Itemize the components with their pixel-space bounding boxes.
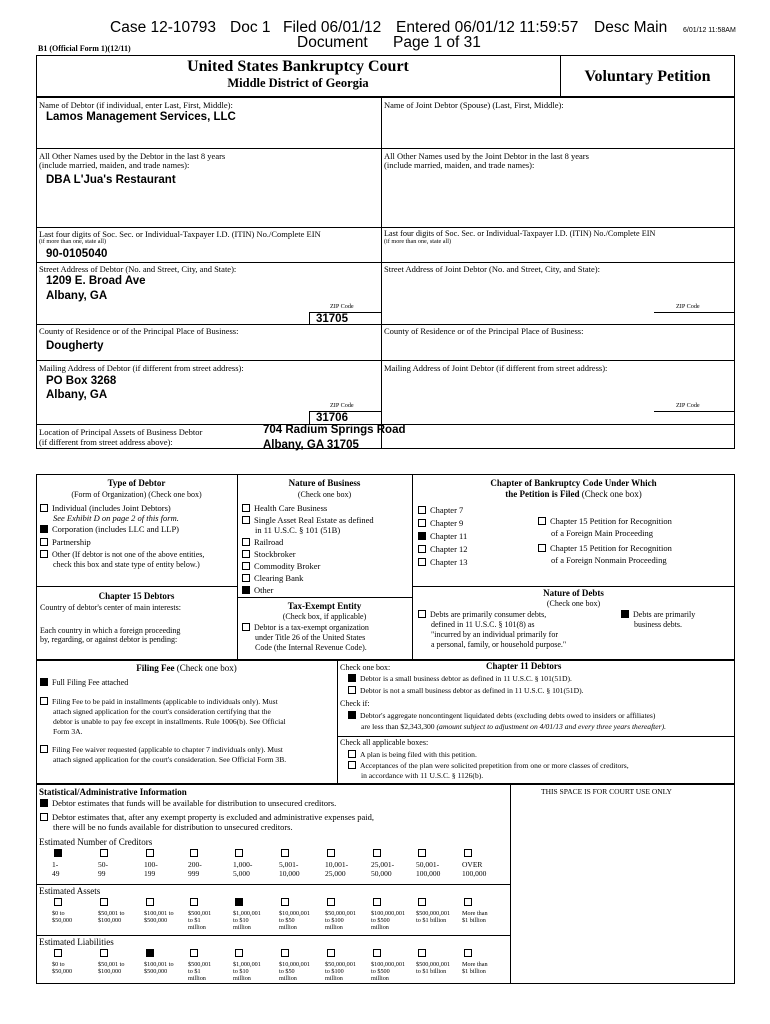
individual-label: Individual (includes Joint Debtors) (52, 503, 171, 513)
assets-range-checkbox[interactable] (327, 898, 335, 906)
small-business-checkbox[interactable] (348, 674, 356, 682)
creditors-range-label: 50,000 (371, 868, 392, 878)
chapter9-label: Chapter 9 (430, 518, 464, 528)
chapter15-nonmain-label: Chapter 15 Petition for Recognition (550, 543, 672, 553)
county-label: County of Residence or of the Principal Place of Business: (39, 326, 239, 336)
chapter9-checkbox[interactable] (418, 519, 426, 527)
funds-available-label: Debtor estimates that funds will be available for distribution to unsecured creditors. (52, 798, 337, 808)
creditors-range-label: 100- (144, 860, 158, 869)
mailing-address-label: Mailing Address of Debtor (if different from street address): (39, 363, 244, 373)
liabilities-range-label: $500,000 (144, 968, 168, 975)
debtor-zip[interactable]: 31705 (316, 313, 348, 325)
plan-filed-checkbox[interactable] (348, 750, 356, 758)
creditors-range-label: 1- (52, 860, 59, 869)
chapter15-title: Chapter 15 Debtors (98, 591, 175, 601)
acceptances-checkbox[interactable] (348, 761, 356, 769)
tax-exempt-title: Tax-Exempt Entity (287, 601, 362, 611)
assets-range-label: to $500 (371, 917, 390, 924)
assets-range-2 (98, 898, 144, 924)
tax-exempt-subtitle: (Check box, if applicable) (282, 612, 367, 621)
business-debts-checkbox[interactable] (621, 610, 629, 618)
not-small-business-checkbox[interactable] (348, 686, 356, 694)
location-label: Location of Principal Assets of Business Debtor (39, 427, 203, 437)
assets-range-label: to $50 (279, 917, 295, 924)
street-address-line2[interactable]: Albany, GA (46, 290, 108, 302)
creditors-range-checkbox[interactable] (54, 849, 62, 857)
no-funds-line1: Debtor estimates that, after any exempt property is excluded and administrative expenses paid, (52, 812, 374, 822)
liabilities-range-8 (371, 949, 417, 982)
joint-mailing-address-label: Mailing Address of Joint Debtor (if different from street address): (384, 363, 608, 373)
other-names-label-note: (include married, maiden, and trade names): (39, 160, 190, 170)
page-count: Page 1 of 31 (393, 34, 481, 51)
liabilities-range-9 (416, 949, 462, 975)
individual-checkbox[interactable] (40, 504, 48, 512)
acceptances-line1: Acceptances of the plan were solicited prepetition from one or more classes of creditors, (360, 761, 629, 770)
assets-label: Estimated Assets (39, 886, 101, 896)
ch11-check-one-label: Check one box: (340, 663, 391, 672)
liabilities-range-label: to $1 (188, 968, 201, 975)
court-title: United States Bankruptcy Court (187, 58, 409, 75)
assets-range-8 (371, 898, 417, 931)
doc-number: Doc 1 (230, 19, 271, 36)
installments-line1: Filing Fee to be paid in installments (applicable to individuals only). Must (52, 697, 278, 706)
tax-exempt-checkbox[interactable] (242, 623, 250, 631)
creditors-range-label: 50,001- (416, 860, 440, 869)
street-address-line1[interactable]: 1209 E. Broad Ave (46, 275, 146, 287)
liabilities-range-checkbox[interactable] (464, 949, 472, 957)
assets-range-5 (233, 898, 279, 931)
assets-range-label: million (279, 924, 297, 931)
railroad-label: Railroad (254, 537, 284, 547)
debtor-other-names[interactable]: DBA L'Jua's Restaurant (46, 174, 176, 186)
liabilities-range-checkbox[interactable] (100, 949, 108, 957)
liabilities-range-label: to $500 (371, 968, 390, 975)
creditors-range-label: 199 (144, 868, 156, 878)
liabilities-range-label: $100,000 (98, 968, 122, 975)
liabilities-range-label: million (188, 975, 206, 982)
liabilities-range-label: $50,001 to (98, 961, 125, 968)
creditors-range-label: 50- (98, 860, 108, 869)
single-asset-label: Single Asset Real Estate as defined (254, 515, 374, 525)
installments-line4: Form 3A. (53, 727, 83, 736)
full-fee-label: Full Filing Fee attached (52, 678, 129, 687)
partnership-checkbox[interactable] (40, 538, 48, 546)
petition-type: Voluntary Petition (584, 68, 711, 85)
assets-range-label: $0 to (52, 910, 65, 917)
assets-range-1 (52, 898, 98, 924)
clearing-bank-label: Clearing Bank (254, 573, 304, 583)
liabilities-range-10 (462, 949, 508, 975)
chapter15-each-country-label: Each country in which a foreign proceeding (40, 626, 181, 635)
creditors-range-3 (144, 849, 190, 878)
creditors-range-checkbox[interactable] (327, 849, 335, 857)
assets-range-checkbox[interactable] (418, 898, 426, 906)
other-entity-note: check this box and state type of entity below.) (53, 560, 200, 569)
assets-range-label: $500,001 (188, 910, 212, 917)
liabilities-range-checkbox[interactable] (418, 949, 426, 957)
assets-range-checkbox[interactable] (235, 898, 243, 906)
chapter15-country-label: Country of debtor's center of main interests: (40, 603, 181, 612)
creditors-range-label: 5,001- (279, 860, 299, 869)
liabilities-range-label: $100,000,001 (371, 961, 406, 968)
liabilities-range-checkbox[interactable] (327, 949, 335, 957)
creditors-range-checkbox[interactable] (464, 849, 472, 857)
creditors-range-label: 1,000- (233, 860, 253, 869)
ch11-check-all-label: Check all applicable boxes: (340, 738, 429, 747)
joint-zip-label: ZIP Code (676, 303, 700, 310)
creditors-range-9 (416, 849, 462, 878)
joint-mailing-zip-label: ZIP Code (676, 402, 700, 409)
railroad-checkbox[interactable] (242, 538, 250, 546)
liabilities-range-7 (325, 949, 371, 982)
assets-range-label: $100,001 to (144, 910, 174, 917)
assets-range-label: to $10 (233, 917, 249, 924)
assets-range-label: million (188, 924, 206, 931)
assets-range-label: to $1 (188, 917, 201, 924)
commodity-broker-checkbox[interactable] (242, 562, 250, 570)
chapter-title-2: the Petition is Filed (505, 489, 580, 499)
liabilities-range-label: $0 to (52, 961, 65, 968)
case-number: Case 12-10793 (110, 19, 216, 36)
single-asset-note: in 11 U.S.C. § 101 (51B) (255, 525, 341, 535)
assets-range-label: to $100 (325, 917, 344, 924)
court-district: Middle District of Georgia (227, 76, 369, 90)
chapter15-main-checkbox[interactable] (538, 517, 546, 525)
liabilities-range-label: to $10 (233, 968, 249, 975)
document-label: Document (297, 34, 368, 51)
aggregate-debts-line2: are less than $2,343,300 (361, 722, 435, 731)
assets-range-label: $100,000 (98, 917, 122, 924)
liabilities-range-label: $500,001 (188, 961, 212, 968)
liabilities-range-1 (52, 949, 98, 975)
assets-range-checkbox[interactable] (281, 898, 289, 906)
other-business-label: Other (254, 585, 274, 595)
not-small-business-label: Debtor is not a small business debtor as defined in 11 U.S.C. § 101(51D). (360, 686, 584, 695)
debtor-ein[interactable]: 90-0105040 (46, 248, 108, 260)
chapter11-checkbox[interactable] (418, 532, 426, 540)
assets-range-label: to $1 billion (416, 917, 447, 924)
commodity-broker-label: Commodity Broker (254, 561, 321, 571)
creditors-range-1 (52, 849, 98, 878)
liabilities-range-label: million (279, 975, 297, 982)
creditors-range-2 (98, 849, 144, 878)
other-business-checkbox[interactable] (242, 586, 250, 594)
assets-range-9 (416, 898, 462, 924)
creditors-range-label: 5,000 (233, 868, 250, 878)
joint-ein-label: Last four digits of Soc. Sec. or Individual-Taxpayer I.D. (ITIN) No./Complete EIN (384, 229, 656, 238)
creditors-range-8 (371, 849, 417, 878)
street-address-label: Street Address of Debtor (No. and Street, City, and State): (39, 264, 237, 274)
creditors-range-label: 99 (98, 868, 106, 878)
assets-range-6 (279, 898, 325, 931)
liabilities-range-checkbox[interactable] (146, 949, 154, 957)
liabilities-range-checkbox[interactable] (373, 949, 381, 957)
liabilities-range-label: $500,000,001 (416, 961, 451, 968)
installments-line2: attach signed application for the court's consideration certifying that the (53, 707, 271, 716)
acceptances-line2: in accordance with 11 U.S.C. § 1126(b). (361, 771, 484, 780)
aggregate-debts-checkbox[interactable] (348, 711, 356, 719)
joint-ein-note: (if more than one, state all) (384, 238, 452, 245)
small-business-label: Debtor is a small business debtor as defined in 11 U.S.C. § 101(51D). (360, 674, 572, 683)
filed-date: Filed 06/01/12 (283, 19, 382, 36)
joint-debtor-name-label: Name of Joint Debtor (Spouse) (Last, First, Middle): (384, 100, 564, 110)
liabilities-range-label: million (371, 975, 389, 982)
creditors-range-5 (233, 849, 279, 878)
chapter11-debtors-title: Chapter 11 Debtors (486, 661, 562, 671)
chapter15-nonmain-note: of a Foreign Nonmain Proceeding (551, 555, 667, 565)
ein-label: Last four digits of Soc. Sec. or Individual-Taxpayer I.D. (ITIN) No./Complete EIN (39, 229, 321, 239)
liabilities-range-6 (279, 949, 325, 982)
mailing-zip[interactable]: 31706 (316, 412, 348, 424)
assets-range-10 (462, 898, 508, 924)
ein-note: (if more than one, state all) (39, 238, 107, 245)
creditors-range-label: 10,000 (279, 868, 300, 878)
liabilities-label: Estimated Liabilities (39, 937, 114, 947)
fee-waiver-line1: Filing Fee waiver requested (applicable to chapter 7 individuals only). Must (52, 745, 283, 754)
filing-fee-title-note: (Check one box) (176, 663, 237, 673)
consumer-debts-line4: a personal, family, or household purpose." (431, 640, 567, 649)
other-names-label: All Other Names used by the Debtor in the last 8 years (39, 151, 226, 161)
type-of-debtor-subtitle: (Form of Organization) (Check one box) (71, 490, 202, 499)
creditors-range-label: 25,001- (371, 860, 395, 869)
assets-range-7 (325, 898, 371, 931)
nature-of-debts-title: Nature of Debts (543, 588, 604, 598)
joint-street-address-label: Street Address of Joint Debtor (No. and Street, City, and State): (384, 264, 600, 274)
clearing-bank-checkbox[interactable] (242, 574, 250, 582)
liabilities-range-label: $1,000,001 (233, 961, 261, 968)
consumer-debts-line3: "incurred by an individual primarily for (431, 630, 559, 639)
creditors-range-6 (279, 849, 325, 878)
creditors-range-checkbox[interactable] (373, 849, 381, 857)
liabilities-range-4 (188, 949, 234, 982)
nature-of-debts-subtitle: (Check one box) (546, 599, 601, 608)
chapter-title: Chapter of Bankruptcy Code Under Which (490, 478, 657, 488)
stockbroker-checkbox[interactable] (242, 550, 250, 558)
chapter11-label: Chapter 11 (430, 531, 468, 541)
chapter-title-3: (Check one box) (581, 489, 642, 499)
liabilities-range-label: $10,000,001 (279, 961, 310, 968)
tax-exempt-line2: under Title 26 of the United States (255, 633, 366, 642)
print-timestamp: 6/01/12 11:58AM (683, 27, 736, 34)
liabilities-range-label: $100,001 to (144, 961, 174, 968)
liabilities-range-label: million (325, 975, 343, 982)
debtor-name-label: Name of Debtor (if individual, enter Last, First, Middle): (39, 100, 233, 110)
tax-exempt-line1: Debtor is a tax-exempt organization (254, 623, 369, 632)
liabilities-range-checkbox[interactable] (54, 949, 62, 957)
assets-range-checkbox[interactable] (190, 898, 198, 906)
assets-range-label: $100,000,001 (371, 910, 406, 917)
nature-of-business-subtitle: (Check one box) (297, 490, 352, 499)
ch11-check-if-label: Check if: (340, 699, 370, 708)
installments-checkbox[interactable] (40, 697, 48, 705)
location-line2[interactable]: Albany, GA 31705 (263, 439, 359, 451)
individual-note: See Exhibit D on page 2 of this form. (53, 513, 179, 523)
no-funds-checkbox[interactable] (40, 813, 48, 821)
liabilities-range-label: More than (462, 961, 488, 968)
liabilities-range-label: to $50 (279, 968, 295, 975)
full-fee-checkbox[interactable] (40, 678, 48, 686)
other-entity-checkbox[interactable] (40, 550, 48, 558)
funds-available-checkbox[interactable] (40, 799, 48, 807)
aggregate-debts-line1: Debtor's aggregate noncontingent liquidated debts (excluding debts owed to insiders or affiliates) (360, 711, 656, 720)
consumer-debts-line1: Debts are primarily consumer debts, (430, 610, 547, 619)
liabilities-range-checkbox[interactable] (235, 949, 243, 957)
nature-of-business-title: Nature of Business (288, 478, 361, 488)
corporation-checkbox[interactable] (40, 525, 48, 533)
creditors-range-4 (188, 849, 234, 878)
corporation-label: Corporation (includes LLC and LLP) (52, 524, 180, 534)
creditors-range-checkbox[interactable] (281, 849, 289, 857)
liabilities-range-2 (98, 949, 144, 975)
liabilities-range-label: to $100 (325, 968, 344, 975)
single-asset-checkbox[interactable] (242, 516, 250, 524)
chapter13-label: Chapter 13 (430, 557, 468, 567)
installments-line3: debtor is unable to pay fee except in installments. Rule 1006(b). See Official (53, 717, 286, 726)
aggregate-debts-line3: (amount subject to adjustment on 4/01/13 and every three years thereafter). (436, 722, 667, 731)
mailing-address-line1[interactable]: PO Box 3268 (46, 375, 117, 387)
creditors-range-checkbox[interactable] (235, 849, 243, 857)
assets-range-label: $1 billion (462, 917, 486, 924)
liabilities-range-3 (144, 949, 190, 975)
assets-range-label: $50,001 to (98, 910, 125, 917)
assets-range-3 (144, 898, 190, 924)
location-label-note: (if different from street address above): (39, 437, 173, 447)
mailing-address-line2[interactable]: Albany, GA (46, 389, 108, 401)
chapter7-label: Chapter 7 (430, 505, 464, 515)
assets-range-label: $50,000 (52, 917, 73, 924)
joint-county-label: County of Residence or of the Principal Place of Business: (384, 326, 584, 336)
filing-fee-title: Filing Fee (136, 663, 175, 673)
chapter15-each-country-note: by, regarding, or against debtor is pending: (40, 635, 178, 644)
assets-range-checkbox[interactable] (373, 898, 381, 906)
creditors-range-label: 49 (52, 868, 60, 878)
tax-exempt-line3: Code (the Internal Revenue Code). (255, 643, 367, 652)
assets-range-label: $500,000 (144, 917, 168, 924)
consumer-debts-line2: defined in 11 U.S.C. § 101(8) as (431, 620, 535, 629)
creditors-range-label: 10,001- (325, 860, 349, 869)
liabilities-range-label: $50,000 (52, 968, 73, 975)
creditors-range-label: 200- (188, 860, 202, 869)
liabilities-range-label: to $1 billion (416, 968, 447, 975)
health-care-label: Health Care Business (254, 503, 328, 513)
no-funds-line2: there will be no funds available for distribution to unsecured creditors. (53, 822, 293, 832)
creditors-range-label: 100,000 (462, 868, 487, 878)
statistical-title: Statistical/Administrative Information (39, 787, 187, 797)
creditors-label: Estimated Number of Creditors (39, 837, 153, 847)
creditors-range-label: OVER (462, 860, 483, 869)
plan-filed-label: A plan is being filed with this petition. (360, 750, 477, 759)
creditors-range-10 (462, 849, 508, 878)
creditors-range-label: 999 (188, 868, 200, 878)
joint-other-names-label: All Other Names used by the Joint Debtor in the last 8 years (384, 151, 589, 161)
chapter7-checkbox[interactable] (418, 506, 426, 514)
chapter15-main-note: of a Foreign Main Proceeding (551, 528, 653, 538)
entered-date: Entered 06/01/12 11:59:57 (396, 19, 579, 36)
creditors-range-label: 25,000 (325, 868, 346, 878)
chapter15-nonmain-checkbox[interactable] (538, 544, 546, 552)
assets-range-label: $50,000,001 (325, 910, 356, 917)
stockbroker-label: Stockbroker (254, 549, 296, 559)
joint-other-names-label-note: (include married, maiden, and trade names): (384, 160, 535, 170)
partnership-label: Partnership (52, 537, 91, 547)
assets-range-label: More than (462, 910, 488, 917)
desc-main: Desc Main (594, 19, 668, 36)
creditors-range-checkbox[interactable] (190, 849, 198, 857)
chapter13-checkbox[interactable] (418, 558, 426, 566)
assets-range-checkbox[interactable] (54, 898, 62, 906)
assets-range-label: $1,000,001 (233, 910, 261, 917)
assets-range-checkbox[interactable] (100, 898, 108, 906)
assets-range-4 (188, 898, 234, 931)
consumer-debts-checkbox[interactable] (418, 610, 426, 618)
liabilities-range-5 (233, 949, 279, 982)
creditors-range-checkbox[interactable] (100, 849, 108, 857)
chapter12-checkbox[interactable] (418, 545, 426, 553)
assets-range-label: $500,000,001 (416, 910, 451, 917)
creditors-range-checkbox[interactable] (418, 849, 426, 857)
debtor-county[interactable]: Dougherty (46, 340, 104, 352)
mailing-zip-label: ZIP Code (330, 402, 354, 409)
creditors-range-label: 100,000 (416, 868, 441, 878)
zip-label: ZIP Code (330, 303, 354, 310)
liabilities-range-label: $50,000,001 (325, 961, 356, 968)
liabilities-range-label: $1 billion (462, 968, 486, 975)
assets-range-checkbox[interactable] (464, 898, 472, 906)
fee-waiver-checkbox[interactable] (40, 745, 48, 753)
type-of-debtor-title: Type of Debtor (107, 478, 166, 488)
liabilities-range-checkbox[interactable] (281, 949, 289, 957)
liabilities-range-label: million (233, 975, 251, 982)
business-debts-line1: Debts are primarily (633, 610, 696, 619)
debtor-name[interactable]: Lamos Management Services, LLC (46, 111, 236, 123)
assets-range-label: $10,000,001 (279, 910, 310, 917)
assets-range-label: million (325, 924, 343, 931)
form-number: B1 (Official Form 1)(12/11) (38, 44, 131, 53)
chapter12-label: Chapter 12 (430, 544, 468, 554)
assets-range-label: million (233, 924, 251, 931)
chapter15-main-label: Chapter 15 Petition for Recognition (550, 516, 672, 526)
health-care-checkbox[interactable] (242, 504, 250, 512)
location-line1[interactable]: 704 Radium Springs Road (263, 424, 406, 436)
assets-range-checkbox[interactable] (146, 898, 154, 906)
creditors-range-7 (325, 849, 371, 878)
other-entity-label: Other (If debtor is not one of the above entities, (52, 550, 205, 559)
business-debts-line2: business debts. (634, 620, 682, 629)
court-use-only: THIS SPACE IS FOR COURT USE ONLY (541, 787, 672, 796)
assets-range-label: million (371, 924, 389, 931)
fee-waiver-line2: attach signed application for the court's consideration. See Official Form 3B. (53, 755, 287, 764)
creditors-range-checkbox[interactable] (146, 849, 154, 857)
liabilities-range-checkbox[interactable] (190, 949, 198, 957)
